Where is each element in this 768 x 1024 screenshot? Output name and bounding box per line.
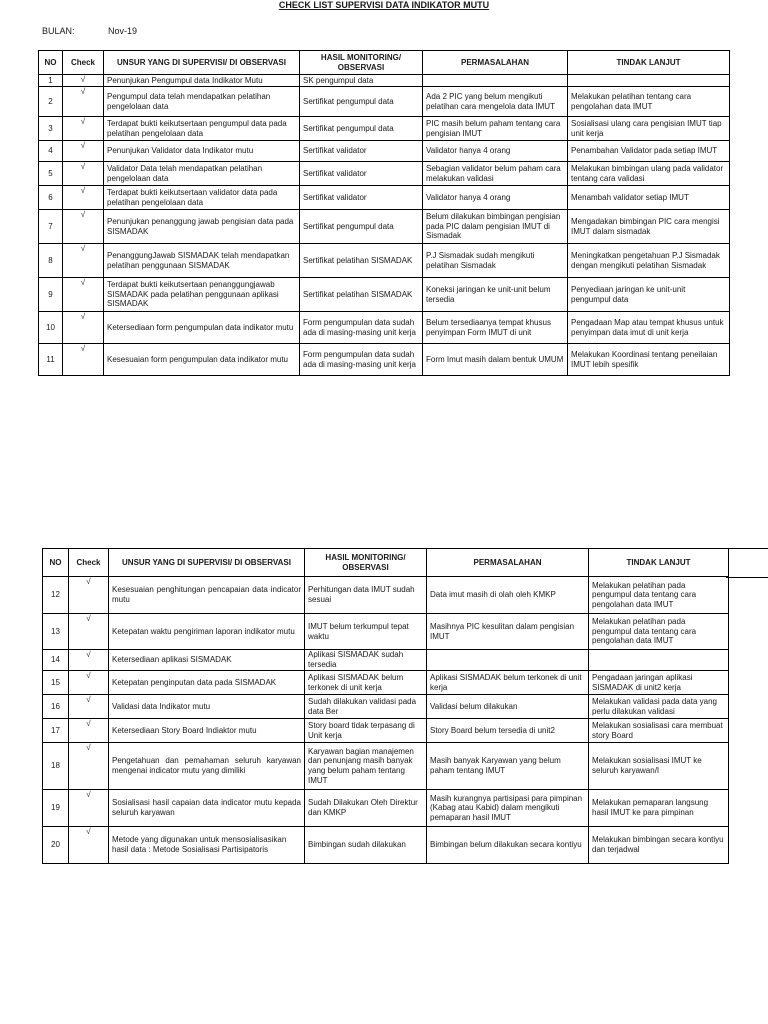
row-number: 7 xyxy=(39,210,63,244)
table-row xyxy=(39,141,730,162)
header-permasalahan: PERMASALAHAN xyxy=(423,51,568,75)
bulan-label: BULAN: xyxy=(42,26,75,36)
permasalahan-cell: Sebagian validator belum paham cara melakukan validasi xyxy=(423,162,568,186)
header-no: NO xyxy=(39,51,63,75)
row-number: 18 xyxy=(43,743,69,790)
check-mark: √ xyxy=(63,141,104,162)
tindak-lanjut-cell: Melakukan pemaparan langsung hasil IMUT ke para pimpinan xyxy=(589,790,729,827)
permasalahan-cell: Masihnya PIC kesulitan dalam pengisian IMUT xyxy=(427,614,589,650)
row-number: 1 xyxy=(39,75,63,87)
table-row xyxy=(39,117,730,141)
permasalahan-cell: Aplikasi SISMADAK belum terkonek di unit kerja xyxy=(427,671,589,695)
tindak-lanjut-cell: Menambah validator setiap IMUT xyxy=(568,186,730,210)
unsur-cell: Ketepatan penginputan data pada SISMADAK xyxy=(109,671,305,695)
check-mark: √ xyxy=(69,614,109,650)
unsur-cell: Validator Data telah mendapatkan pelatihan pengelolaan data xyxy=(104,162,300,186)
checklist-table-1 xyxy=(38,50,730,376)
row-number: 19 xyxy=(43,790,69,827)
row-number: 2 xyxy=(39,87,63,117)
tindak-lanjut-cell xyxy=(568,75,730,87)
row-number: 5 xyxy=(39,162,63,186)
header-check: Check xyxy=(69,549,109,577)
unsur-cell: Pengumpul data telah mendapatkan pelatihan pengelolaan data xyxy=(104,87,300,117)
permasalahan-cell: Data imut masih di olah oleh KMKP xyxy=(427,577,589,614)
hasil-cell: Sertifikat pengumpul data xyxy=(300,210,423,244)
tindak-lanjut-cell: Melakukan bimbingan secara kontiyu dan terjadwal xyxy=(589,827,729,864)
check-mark: √ xyxy=(63,186,104,210)
header-unsur: UNSUR YANG DI SUPERVISI/ DI OBSERVASI xyxy=(109,549,305,577)
table-row xyxy=(43,695,729,719)
permasalahan-cell: Ada 2 PIC yang belum mengikuti pelatihan cara mengelola data IMUT xyxy=(423,87,568,117)
hasil-cell: SK pengumpul data xyxy=(300,75,423,87)
row-number: 3 xyxy=(39,117,63,141)
hasil-cell: Bimbingan sudah dilakukan xyxy=(305,827,427,864)
table-row xyxy=(39,244,730,278)
check-mark: √ xyxy=(63,278,104,312)
header-unsur: UNSUR YANG DI SUPERVISI/ DI OBSERVASI xyxy=(104,51,300,75)
tindak-lanjut-cell: Melakukan pelatihan pada pengumpul data tentang cara pengolahan data IMUT xyxy=(589,614,729,650)
check-mark: √ xyxy=(63,312,104,344)
hasil-cell: Karyawan bagian manajemen dan penunjang masih banyak yang belum paham tentang IMUT xyxy=(305,743,427,790)
tindak-lanjut-cell: Melakukan bimbingan ulang pada validator tentang cara validasi xyxy=(568,162,730,186)
bulan-value: Nov-19 xyxy=(108,26,138,36)
hasil-cell: Aplikasi SISMADAK sudah tersedia xyxy=(305,650,427,671)
hasil-cell: Sertifikat validator xyxy=(300,141,423,162)
check-mark: √ xyxy=(69,650,109,671)
unsur-cell: Terdapat bukti keikutsertaan pengumpul data pada pelatihan pengelolaan data xyxy=(104,117,300,141)
tindak-lanjut-cell: Melakukan sosialisasi IMUT ke seluruh karyawan/I xyxy=(589,743,729,790)
table-row xyxy=(43,743,729,790)
unsur-cell: Penunjukan Validator data Indikator mutu xyxy=(104,141,300,162)
hasil-cell: Story board tidak terpasang di Unit kerja xyxy=(305,719,427,743)
unsur-cell: Kesesuaian penghitungan pencapaian data indicator mutu xyxy=(109,577,305,614)
permasalahan-cell: Validator hanya 4 orang xyxy=(423,141,568,162)
permasalahan-cell: Validator hanya 4 orang xyxy=(423,186,568,210)
permasalahan-cell: Validasi belum dilakukan xyxy=(427,695,589,719)
check-mark: √ xyxy=(69,695,109,719)
table-row xyxy=(39,344,730,376)
check-mark: √ xyxy=(63,162,104,186)
check-mark: √ xyxy=(69,671,109,695)
check-mark: √ xyxy=(63,210,104,244)
header-check: Check xyxy=(63,51,104,75)
row-number: 20 xyxy=(43,827,69,864)
unsur-cell: Ketersediaan Story Board Indiaktor mutu xyxy=(109,719,305,743)
table-header-overhang xyxy=(726,548,768,578)
tindak-lanjut-cell: Meningkatkan pengetahuan P.J Sismadak dengan mengikuti pelatihan Sismadak xyxy=(568,244,730,278)
check-mark: √ xyxy=(69,743,109,790)
tindak-lanjut-cell: Penyediaan jaringan ke unit-unit pengumpul data xyxy=(568,278,730,312)
tindak-lanjut-cell xyxy=(589,650,729,671)
hasil-cell: Sudah Dilakukan Oleh Direktur dan KMKP xyxy=(305,790,427,827)
permasalahan-cell: Bimbingan belum dilakukan secara kontiyu xyxy=(427,827,589,864)
row-number: 15 xyxy=(43,671,69,695)
unsur-cell: Pengetahuan dan pemahaman seluruh karyawan mengenai indicator mutu yang dimiliki xyxy=(109,743,305,790)
permasalahan-cell: Belum tersediaanya tempat khusus penyimpan Form IMUT di unit xyxy=(423,312,568,344)
table-row xyxy=(39,87,730,117)
header-tindak-lanjut: TINDAK LANJUT xyxy=(568,51,730,75)
permasalahan-cell xyxy=(423,75,568,87)
checklist-table-2 xyxy=(42,548,729,864)
unsur-cell: Ketepatan waktu pengiriman laporan indikator mutu xyxy=(109,614,305,650)
permasalahan-cell: Masih banyak Karyawan yang belum paham tentang IMUT xyxy=(427,743,589,790)
unsur-cell: Penunjukan penanggung jawab pengisian data pada SISMADAK xyxy=(104,210,300,244)
header-tindak-lanjut: TINDAK LANJUT xyxy=(589,549,729,577)
hasil-cell: Form pengumpulan data sudah ada di masing-masing unit kerja xyxy=(300,344,423,376)
unsur-cell: Validasi data Indikator mutu xyxy=(109,695,305,719)
check-mark: √ xyxy=(63,87,104,117)
check-mark: √ xyxy=(63,117,104,141)
table-row xyxy=(39,186,730,210)
table-row xyxy=(43,614,729,650)
permasalahan-cell: Koneksi jaringan ke unit-unit belum tersedia xyxy=(423,278,568,312)
tindak-lanjut-cell: Pengadaan Map atau tempat khusus untuk penyimpan data imut di unit kerja xyxy=(568,312,730,344)
row-number: 8 xyxy=(39,244,63,278)
hasil-cell: Sertifikat pengumpul data xyxy=(300,117,423,141)
table-row xyxy=(43,719,729,743)
table-row xyxy=(39,210,730,244)
row-number: 4 xyxy=(39,141,63,162)
tindak-lanjut-cell: Melakukan pelatihan pada pengumpul data tentang cara pengolahan data IMUT xyxy=(589,577,729,614)
permasalahan-cell: Form Imut masih dalam bentuk UMUM xyxy=(423,344,568,376)
table-row xyxy=(43,650,729,671)
permasalahan-cell: P.J Sismadak sudah mengikuti pelatihan Sismadak xyxy=(423,244,568,278)
header-permasalahan: PERMASALAHAN xyxy=(427,549,589,577)
check-mark: √ xyxy=(69,577,109,614)
unsur-cell: Kesesuaian form pengumpulan data indikator mutu xyxy=(104,344,300,376)
row-number: 6 xyxy=(39,186,63,210)
row-number: 9 xyxy=(39,278,63,312)
unsur-cell: Terdapat bukti keikutsertaan penanggungjawab SISMADAK pada pelatihan penggunaan aplikasi SISMADAK xyxy=(104,278,300,312)
hasil-cell: Sertifikat validator xyxy=(300,186,423,210)
document-title: CHECK LIST SUPERVISI DATA INDIKATOR MUTU xyxy=(278,0,490,10)
row-number: 13 xyxy=(43,614,69,650)
permasalahan-cell: PIC masih belum paham tentang cara pengisian IMUT xyxy=(423,117,568,141)
unsur-cell: Sosialisasi hasil capaian data indicator mutu kepada seluruh karyawan xyxy=(109,790,305,827)
tindak-lanjut-cell: Pengadaan jaringan aplikasi SISMADAK di unit2 kerja xyxy=(589,671,729,695)
table-row xyxy=(39,312,730,344)
check-mark: √ xyxy=(63,244,104,278)
permasalahan-cell: Story Board belum tersedia di unit2 xyxy=(427,719,589,743)
permasalahan-cell xyxy=(427,650,589,671)
tindak-lanjut-cell: Melakukan sosialisasi cara membuat story Board xyxy=(589,719,729,743)
table-row xyxy=(43,827,729,864)
check-mark: √ xyxy=(69,790,109,827)
hasil-cell: Form pengumpulan data sudah ada di masing-masing unit kerja xyxy=(300,312,423,344)
check-mark: √ xyxy=(69,827,109,864)
hasil-cell: Sertifikat pelatihan SISMADAK xyxy=(300,278,423,312)
row-number: 14 xyxy=(43,650,69,671)
check-mark: √ xyxy=(69,719,109,743)
table-row xyxy=(43,790,729,827)
unsur-cell: Ketersediaan aplikasi SISMADAK xyxy=(109,650,305,671)
tindak-lanjut-cell: Melakukan pelatihan tentang cara pengolahan data IMUT xyxy=(568,87,730,117)
row-number: 10 xyxy=(39,312,63,344)
header-hasil: HASIL MONITORING/ OBSERVASI xyxy=(305,549,427,577)
hasil-cell: Sudah dilakukan validasi pada data Ber xyxy=(305,695,427,719)
tindak-lanjut-cell: Melakukan Koordinasi tentang peneilaian IMUT lebih spesifik xyxy=(568,344,730,376)
unsur-cell: PenanggungJawab SISMADAK telah mendapatkan pelatihan penggunaan SISMADAK xyxy=(104,244,300,278)
table-row xyxy=(43,671,729,695)
table-row xyxy=(39,75,730,87)
table-row xyxy=(39,162,730,186)
check-mark: √ xyxy=(63,75,104,87)
hasil-cell: Aplikasi SISMADAK belum terkonek di unit kerja xyxy=(305,671,427,695)
hasil-cell: Sertifikat pelatihan SISMADAK xyxy=(300,244,423,278)
header-no: NO xyxy=(43,549,69,577)
hasil-cell: Sertifikat validator xyxy=(300,162,423,186)
permasalahan-cell: Belum dilakukan bimbingan pengisian pada PIC dalam pengisian IMUT di Sismadak xyxy=(423,210,568,244)
hasil-cell: IMUT belum terkumpul tepat waktu xyxy=(305,614,427,650)
unsur-cell: Metode yang digunakan untuk mensosialisasikan hasil data : Metode Sosialisasi Partisipatoris xyxy=(109,827,305,864)
row-number: 12 xyxy=(43,577,69,614)
unsur-cell: Ketersediaan form pengumpulan data indikator mutu xyxy=(104,312,300,344)
row-number: 16 xyxy=(43,695,69,719)
header-hasil: HASIL MONITORING/ OBSERVASI xyxy=(300,51,423,75)
unsur-cell: Terdapat bukti keikutsertaan validator data pada pelatihan pengelolaan data xyxy=(104,186,300,210)
hasil-cell: Perhitungan data IMUT sudah sesuai xyxy=(305,577,427,614)
permasalahan-cell: Masih kurangnya partisipasi para pimpinan (Kabag atau Kabid) dalam mengikuti pemaparan hasil IMUT xyxy=(427,790,589,827)
tindak-lanjut-cell: Mengadakan bimbingan PIC cara mengisi IMUT dalam sismadak xyxy=(568,210,730,244)
tindak-lanjut-cell: Melakukan validasi pada data yang perlu dilakukan validasi xyxy=(589,695,729,719)
tindak-lanjut-cell: Penambahan Validator pada setiap IMUT xyxy=(568,141,730,162)
table-row xyxy=(39,278,730,312)
tindak-lanjut-cell: Sosialisasi ulang cara pengisian IMUT tiap unit kerja xyxy=(568,117,730,141)
row-number: 17 xyxy=(43,719,69,743)
table-row xyxy=(43,577,729,614)
check-mark: √ xyxy=(63,344,104,376)
unsur-cell: Penunjukan Pengumpul data Indikator Mutu xyxy=(104,75,300,87)
hasil-cell: Sertifikat pengumpul data xyxy=(300,87,423,117)
row-number: 11 xyxy=(39,344,63,376)
